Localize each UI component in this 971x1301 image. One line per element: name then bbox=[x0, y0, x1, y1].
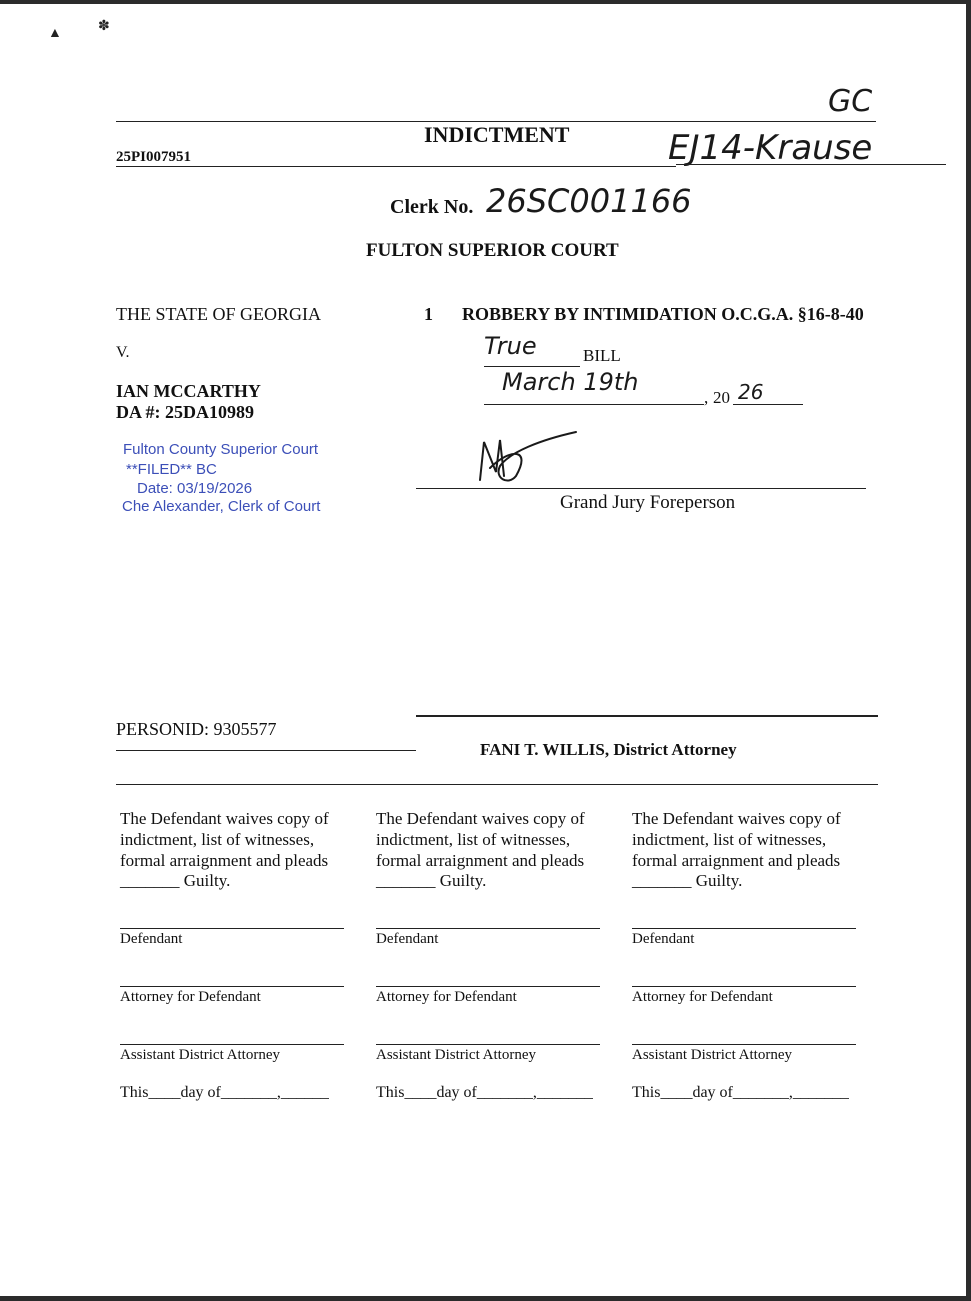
charge-count: 1 bbox=[424, 304, 433, 324]
foreperson-signature-line bbox=[416, 488, 866, 489]
date-line: This____day of_______,______ bbox=[120, 1084, 329, 1101]
waiver-text: The Defendant waives copy of indictment, list of witnesses, formal arraignment and pleads bbox=[376, 809, 585, 870]
versus: V. bbox=[116, 344, 130, 361]
document-title: INDICTMENT bbox=[424, 122, 570, 147]
handwritten-note: EJ14-Krause bbox=[668, 128, 873, 168]
section-divider bbox=[116, 784, 878, 785]
da-number: DA #: 25DA10989 bbox=[116, 402, 254, 422]
verdict-underline bbox=[484, 366, 580, 367]
handwritten-underline bbox=[676, 164, 946, 165]
year-underline bbox=[733, 404, 803, 405]
attorney-signature-line bbox=[376, 986, 600, 987]
district-attorney: FANI T. WILLIS, District Attorney bbox=[480, 740, 737, 759]
plea-line: _______ Guilty. bbox=[632, 871, 743, 890]
person-id: PERSONID: 9305577 bbox=[116, 719, 277, 739]
date-underline bbox=[484, 404, 704, 405]
ada-signature-line bbox=[120, 1044, 344, 1045]
ada-label: Assistant District Attorney bbox=[632, 1047, 792, 1063]
da-signature-line bbox=[416, 715, 878, 717]
handwritten-year: 26 bbox=[738, 380, 764, 404]
stamp-clerk: Che Alexander, Clerk of Court bbox=[122, 498, 321, 515]
case-number: 25PI007951 bbox=[116, 149, 191, 165]
handwritten-initials: GC bbox=[828, 84, 873, 119]
defendant-label: Defendant bbox=[376, 931, 439, 947]
bill-verdict: True bbox=[484, 332, 537, 360]
ada-label: Assistant District Attorney bbox=[120, 1047, 280, 1063]
stamp-filed: **FILED** BC bbox=[126, 461, 217, 478]
scan-speck: ✽ bbox=[98, 19, 110, 34]
defendant-signature-line bbox=[120, 928, 344, 929]
defendant-label: Defendant bbox=[120, 931, 183, 947]
bill-label: BILL bbox=[583, 346, 621, 365]
plea-line: _______ Guilty. bbox=[376, 871, 487, 890]
personid-line bbox=[116, 750, 416, 751]
clerk-label: Clerk No. bbox=[390, 196, 474, 218]
court-name: FULTON SUPERIOR COURT bbox=[366, 240, 619, 261]
attorney-label: Attorney for Defendant bbox=[632, 989, 773, 1005]
stamp-court: Fulton County Superior Court bbox=[123, 441, 319, 458]
stamp-date: Date: 03/19/2026 bbox=[137, 480, 253, 497]
attorney-signature-line bbox=[632, 986, 856, 987]
plea-line: _______ Guilty. bbox=[120, 871, 231, 890]
page-border-bottom bbox=[0, 1296, 971, 1301]
ada-label: Assistant District Attorney bbox=[376, 1047, 536, 1063]
page-border-right bbox=[966, 0, 971, 1301]
bill-date: March 19th bbox=[502, 368, 639, 396]
clerk-number: 26SC001166 bbox=[486, 182, 692, 220]
attorney-label: Attorney for Defendant bbox=[120, 989, 261, 1005]
foreperson-label: Grand Jury Foreperson bbox=[560, 492, 736, 513]
ada-signature-line bbox=[632, 1044, 856, 1045]
date-comma: , bbox=[704, 388, 709, 407]
charge-description: ROBBERY BY INTIMIDATION O.C.G.A. §16-8-40 bbox=[462, 304, 864, 324]
date-line: This____day of_______,_______ bbox=[632, 1084, 849, 1101]
defendant-label: Defendant bbox=[632, 931, 695, 947]
scan-speck: ▲ bbox=[48, 26, 62, 41]
defendant-signature-line bbox=[376, 928, 600, 929]
waiver-text: The Defendant waives copy of indictment, list of witnesses, formal arraignment and pleads bbox=[632, 809, 841, 870]
attorney-signature-line bbox=[120, 986, 344, 987]
header-rule-bottom bbox=[116, 166, 676, 167]
attorney-label: Attorney for Defendant bbox=[376, 989, 517, 1005]
state-party: THE STATE OF GEORGIA bbox=[116, 304, 322, 324]
year-prefix: 20 bbox=[713, 388, 730, 407]
foreperson-signature bbox=[470, 428, 580, 492]
defendant-name: IAN MCCARTHY bbox=[116, 381, 261, 401]
page-border-top bbox=[0, 0, 971, 4]
date-line: This____day of_______,_______ bbox=[376, 1084, 593, 1101]
defendant-signature-line bbox=[632, 928, 856, 929]
waiver-text: The Defendant waives copy of indictment, list of witnesses, formal arraignment and pleads bbox=[120, 809, 329, 870]
ada-signature-line bbox=[376, 1044, 600, 1045]
